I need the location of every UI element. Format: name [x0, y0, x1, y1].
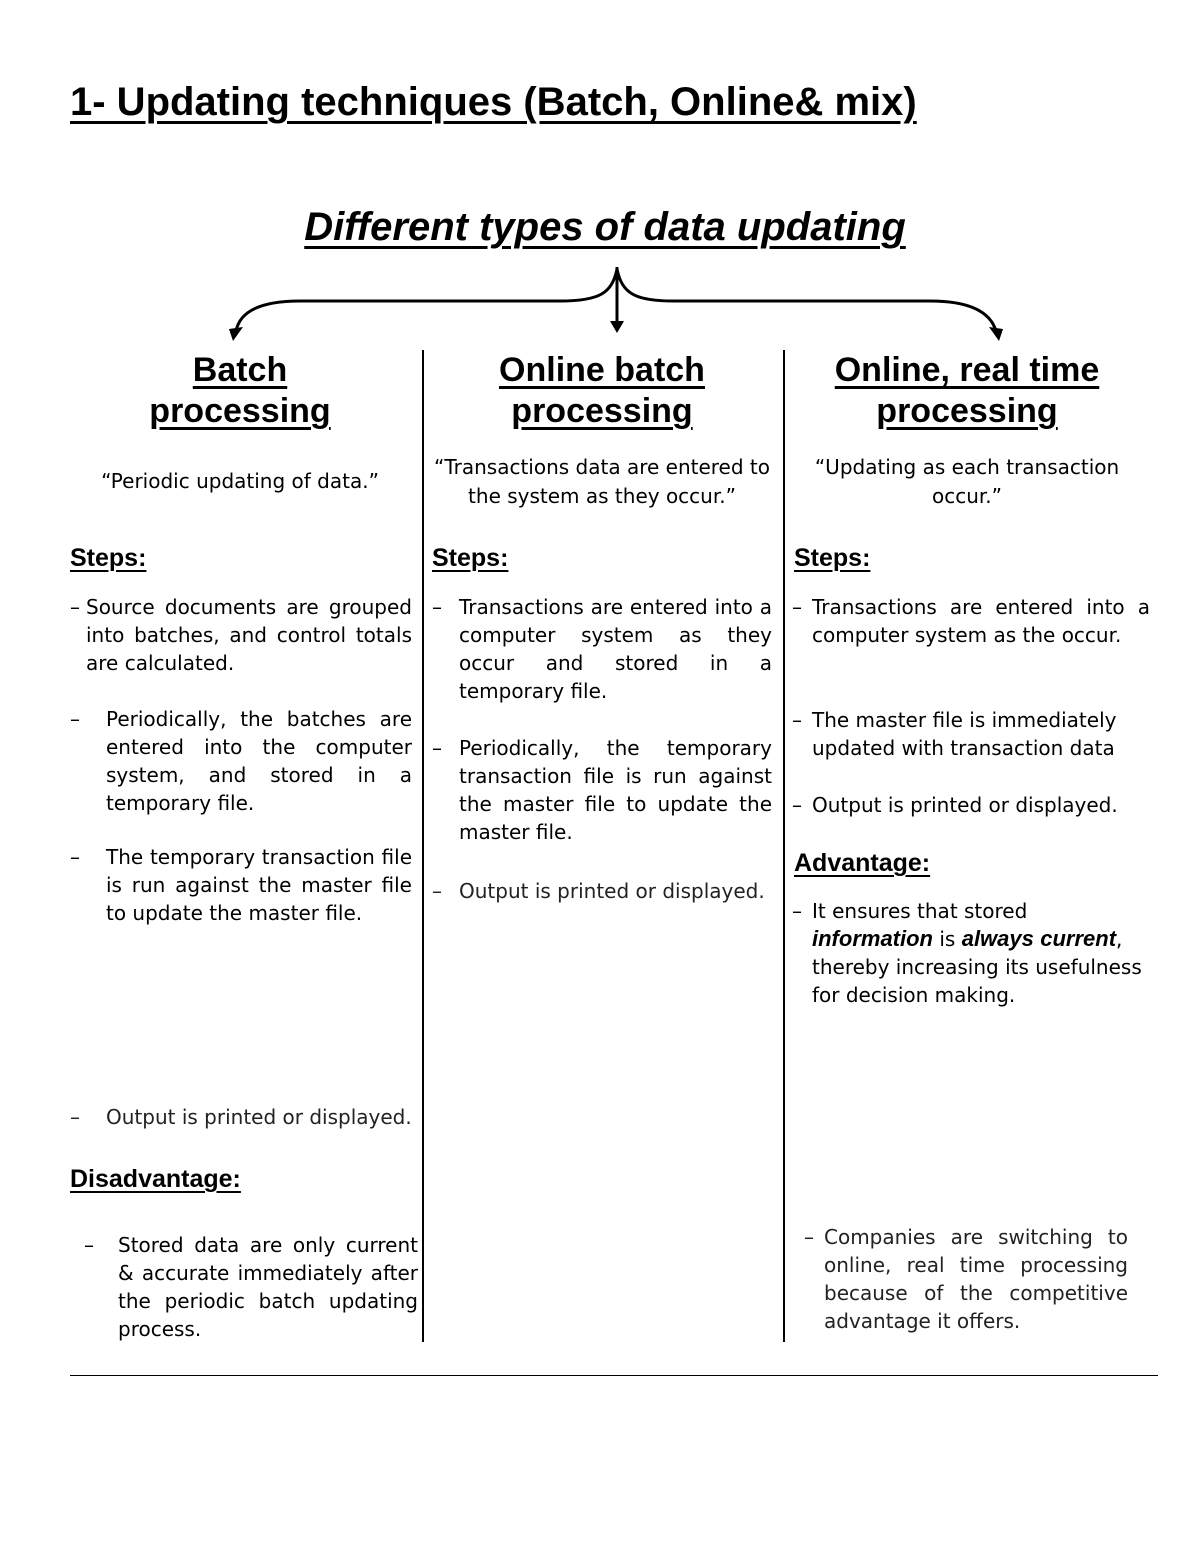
online-real-time-note [804, 1223, 1128, 1335]
dash-bullet: – [432, 736, 442, 760]
step-text: Output is printed or displayed. [459, 879, 765, 903]
heading-line-1: Online, real time [834, 351, 1100, 389]
arrowhead-left [229, 327, 243, 341]
column-heading [792, 350, 1142, 432]
emphasis-information: information [812, 926, 933, 951]
batch-step-3 [70, 843, 412, 927]
page-title: 1- Updating techniques (Batch, Online& mix) [70, 80, 917, 124]
column-heading [70, 350, 410, 432]
dash-bullet: – [84, 1233, 94, 1257]
online-real-time-step-2 [792, 706, 1150, 762]
column-divider-2 [783, 350, 785, 1342]
batch-step-2 [70, 705, 412, 817]
dash-bullet: – [792, 793, 802, 817]
diagram-title: Different types of data updating [304, 205, 906, 249]
batch-steps-heading: Steps: [70, 544, 147, 572]
advantage-text-part: is [933, 927, 962, 951]
online-real-time-steps-heading: Steps: [794, 544, 871, 572]
dash-bullet: – [792, 899, 802, 923]
batch-disadvantage-1 [84, 1231, 418, 1343]
step-text: The master file is immediately updated with transaction data [812, 708, 1117, 760]
step-text-value: Source documents are grouped into batches, and control totals are calculated. [86, 595, 412, 675]
dash-bullet: – [432, 879, 442, 903]
dash-bullet: – [70, 707, 80, 731]
online-batch-definition-quote: “Transactions data are entered to the system as they occur.” [433, 455, 770, 508]
arrowhead-center [610, 321, 624, 333]
heading-line-1: Online batch [499, 351, 705, 389]
online-real-time-definition-quote: “Updating as each transaction occur.” [814, 455, 1120, 508]
note-text: Companies are switching to online, real time processing because of the competitive advantage it offers. [824, 1225, 1128, 1333]
dash-bullet: – [70, 1105, 80, 1129]
column-online-real-time-processing [792, 350, 1142, 432]
step-text: The temporary transaction file is run against the master file to update the master file. [106, 845, 412, 925]
step-text: Periodically, the batches are entered into the computer system, and stored in a temporary file. [106, 707, 412, 815]
step-text: Output is printed or displayed. [106, 1105, 412, 1129]
step-text: Output is printed or displayed. [812, 793, 1118, 817]
disadvantage-text: Stored data are only current & accurate immediately after the periodic batch updating process. [118, 1233, 418, 1341]
online-batch-steps-heading: Steps: [432, 544, 509, 572]
column-heading [432, 350, 772, 432]
dash-bullet: – [804, 1225, 814, 1249]
column-batch-processing [70, 350, 410, 432]
batch-step-4 [70, 1103, 412, 1131]
dash-bullet: – [70, 595, 80, 619]
advantage-text-part: It ensures that stored [812, 899, 1028, 923]
step-text: Transactions are entered into a computer system as the occur. [812, 595, 1150, 647]
heading-line-2: processing [511, 392, 693, 430]
step-text: Periodically, the temporary transaction file is run against the master file to update the master file. [459, 736, 772, 844]
online-real-time-step-1 [792, 593, 1150, 649]
dash-bullet: – [432, 595, 442, 619]
brace-right-arc [617, 269, 996, 331]
step-text: Transactions are entered into a computer system as they occur and stored in a temporary file. [459, 595, 772, 703]
online-real-time-advantage-heading: Advantage: [794, 849, 931, 877]
online-batch-step-2 [432, 734, 772, 846]
dash-bullet: – [792, 595, 802, 619]
online-batch-step-1 [432, 593, 772, 705]
emphasis-current: current [1040, 926, 1117, 951]
column-divider-1 [422, 350, 424, 1342]
batch-disadvantage-heading: Disadvantage: [70, 1165, 241, 1193]
bottom-rule [70, 1375, 1158, 1376]
online-batch-step-3 [432, 877, 772, 905]
dash-bullet: – [792, 708, 802, 732]
advantage-text [792, 897, 1142, 1009]
brace-left-arc [236, 269, 617, 331]
heading-line-1: Batch [192, 351, 288, 389]
emphasis-always: always [961, 926, 1034, 951]
online-real-time-step-3 [792, 791, 1150, 819]
batch-definition-quote: “Periodic updating of data.” [101, 469, 379, 493]
batch-step-1 [70, 593, 412, 677]
column-online-batch-processing [432, 350, 772, 432]
heading-line-2: processing [149, 392, 331, 430]
advantage-text-part: , thereby increasing its usefulness for decision making. [812, 927, 1142, 1007]
dash-bullet: – [70, 845, 80, 869]
branch-arrows-diagram [0, 255, 1200, 345]
arrowhead-right [989, 327, 1003, 341]
step-text [70, 593, 412, 677]
online-real-time-advantage-1 [792, 897, 1142, 1009]
heading-line-2: processing [876, 392, 1058, 430]
